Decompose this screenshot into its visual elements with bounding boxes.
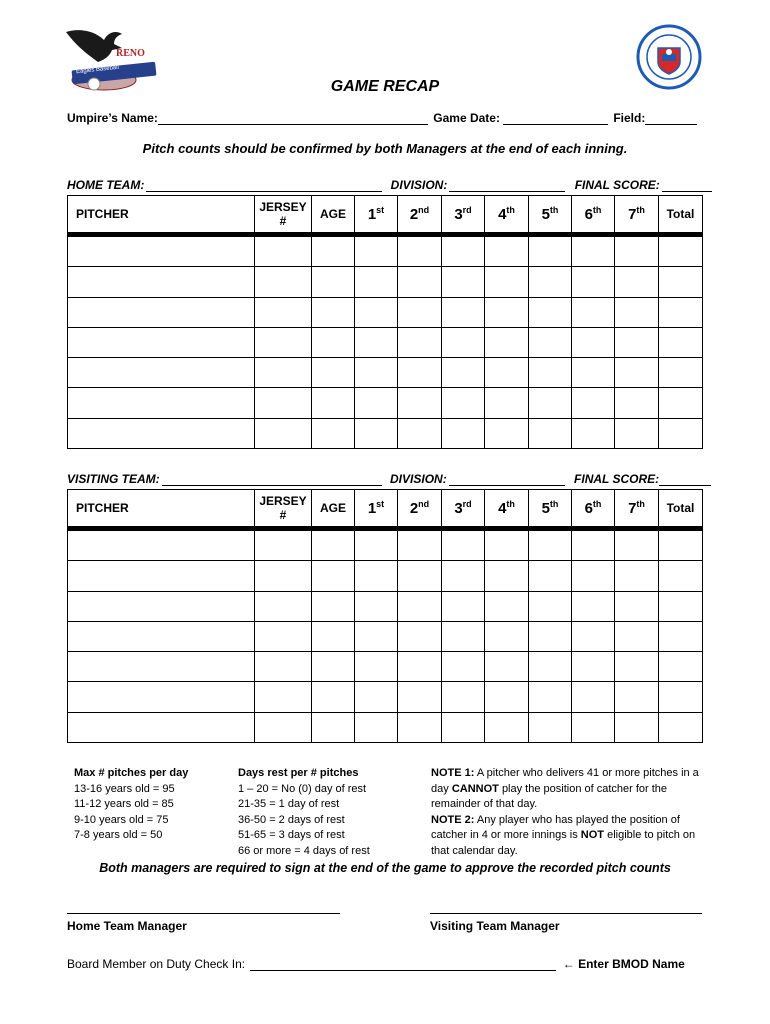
days-rest-line: 66 or more = 4 days of rest bbox=[238, 844, 370, 857]
inning-5-cell[interactable] bbox=[529, 327, 572, 357]
inning-7-cell[interactable] bbox=[615, 267, 659, 297]
inning-7-cell[interactable] bbox=[615, 652, 659, 682]
inning-7-header: 7th bbox=[615, 490, 659, 527]
field-field[interactable] bbox=[645, 111, 697, 125]
inning-2-cell[interactable] bbox=[398, 358, 442, 388]
age-column-header: AGE bbox=[312, 196, 355, 233]
total-cell[interactable] bbox=[659, 531, 703, 561]
visiting-final-score-label: FINAL SCORE: bbox=[574, 472, 660, 486]
game-date-label: Game Date: bbox=[433, 111, 500, 125]
total-cell[interactable] bbox=[659, 682, 703, 712]
inning-5-cell[interactable] bbox=[529, 237, 572, 267]
inning-6-cell[interactable] bbox=[572, 561, 615, 591]
inning-7-cell[interactable] bbox=[615, 531, 659, 561]
inning-5-cell[interactable] bbox=[529, 682, 572, 712]
max-pitches-heading: Max # pitches per day bbox=[74, 767, 189, 779]
total-cell[interactable] bbox=[659, 267, 703, 297]
jersey-cell[interactable] bbox=[255, 418, 312, 448]
inning-5-cell[interactable] bbox=[529, 297, 572, 327]
inning-4-cell[interactable] bbox=[485, 682, 529, 712]
inning-6-cell[interactable] bbox=[572, 237, 615, 267]
inning-6-cell[interactable] bbox=[572, 418, 615, 448]
inning-3-cell[interactable] bbox=[442, 652, 485, 682]
jersey-cell[interactable] bbox=[255, 591, 312, 621]
inning-4-cell[interactable] bbox=[485, 591, 529, 621]
inning-1-cell[interactable] bbox=[355, 682, 398, 712]
table-row bbox=[68, 418, 703, 448]
age-cell[interactable] bbox=[312, 418, 355, 448]
inning-1-cell[interactable] bbox=[355, 297, 398, 327]
days-rest-line: 36-50 = 2 days of rest bbox=[238, 813, 345, 826]
inning-5-cell[interactable] bbox=[529, 418, 572, 448]
inning-7-header: 7th bbox=[615, 196, 659, 233]
inning-1-header: 1st bbox=[355, 490, 398, 527]
inning-6-header: 6th bbox=[572, 196, 615, 233]
table-header-row bbox=[68, 490, 703, 527]
inning-2-cell[interactable] bbox=[398, 652, 442, 682]
age-cell[interactable] bbox=[312, 267, 355, 297]
total-cell[interactable] bbox=[659, 621, 703, 651]
visiting-pitch-table bbox=[67, 489, 703, 743]
age-cell[interactable] bbox=[312, 652, 355, 682]
inning-5-cell[interactable] bbox=[529, 561, 572, 591]
pitcher-cell[interactable] bbox=[68, 267, 255, 297]
age-cell[interactable] bbox=[312, 712, 355, 742]
inning-2-cell[interactable] bbox=[398, 237, 442, 267]
page-title: GAME RECAP bbox=[330, 78, 440, 95]
instruction-text: Pitch counts should be confirmed by both Managers at the end of each inning. bbox=[142, 141, 628, 156]
visiting-manager-label: Visiting Team Manager bbox=[430, 919, 560, 933]
total-column-header: Total bbox=[659, 196, 703, 233]
board-member-field[interactable] bbox=[250, 957, 556, 971]
inning-3-header: 3rd bbox=[442, 490, 485, 527]
jersey-column-header: JERSEY # bbox=[255, 490, 312, 527]
inning-3-cell[interactable] bbox=[442, 237, 485, 267]
age-cell[interactable] bbox=[312, 621, 355, 651]
pitcher-cell[interactable] bbox=[68, 652, 255, 682]
jersey-cell[interactable] bbox=[255, 712, 312, 742]
inning-5-cell[interactable] bbox=[529, 267, 572, 297]
inning-1-cell[interactable] bbox=[355, 358, 398, 388]
jersey-cell[interactable] bbox=[255, 327, 312, 357]
max-pitches-section bbox=[74, 766, 224, 844]
visiting-division-label: DIVISION: bbox=[390, 472, 447, 486]
inning-5-cell[interactable] bbox=[529, 531, 572, 561]
max-pitches-line: 11-12 years old = 85 bbox=[74, 798, 174, 811]
visiting-team-fields bbox=[67, 472, 711, 486]
inning-7-cell[interactable] bbox=[615, 712, 659, 742]
inning-4-cell[interactable] bbox=[485, 712, 529, 742]
inning-2-cell[interactable] bbox=[398, 297, 442, 327]
jersey-cell[interactable] bbox=[255, 267, 312, 297]
table-row bbox=[68, 621, 703, 651]
inning-3-cell[interactable] bbox=[442, 591, 485, 621]
table-row bbox=[68, 712, 703, 742]
inning-3-cell[interactable] bbox=[442, 712, 485, 742]
total-cell[interactable] bbox=[659, 418, 703, 448]
inning-2-cell[interactable] bbox=[398, 418, 442, 448]
inning-6-cell[interactable] bbox=[572, 297, 615, 327]
pitcher-cell[interactable] bbox=[68, 682, 255, 712]
jersey-cell[interactable] bbox=[255, 237, 312, 267]
pitcher-cell[interactable] bbox=[68, 591, 255, 621]
total-cell[interactable] bbox=[659, 712, 703, 742]
inning-5-cell[interactable] bbox=[529, 388, 572, 418]
inning-2-cell[interactable] bbox=[398, 621, 442, 651]
home-team-label: HOME TEAM: bbox=[67, 178, 145, 192]
table-row bbox=[68, 682, 703, 712]
inning-3-cell[interactable] bbox=[442, 621, 485, 651]
table-row bbox=[68, 358, 703, 388]
inning-4-cell[interactable] bbox=[485, 418, 529, 448]
table-row bbox=[68, 327, 703, 357]
inning-5-cell[interactable] bbox=[529, 652, 572, 682]
inning-4-cell[interactable] bbox=[485, 237, 529, 267]
inning-3-cell[interactable] bbox=[442, 418, 485, 448]
age-cell[interactable] bbox=[312, 297, 355, 327]
inning-7-cell[interactable] bbox=[615, 418, 659, 448]
age-cell[interactable] bbox=[312, 531, 355, 561]
approval-text: Both managers are required to sign at the end of the game to approve the recorded pitch counts bbox=[99, 861, 671, 875]
days-rest-section bbox=[238, 766, 418, 860]
inning-4-cell[interactable] bbox=[485, 561, 529, 591]
inning-5-cell[interactable] bbox=[529, 591, 572, 621]
inning-1-header: 1st bbox=[355, 196, 398, 233]
days-rest-line: 1 – 20 = No (0) day of rest bbox=[238, 782, 367, 795]
pitcher-cell[interactable] bbox=[68, 358, 255, 388]
inning-6-cell[interactable] bbox=[572, 621, 615, 651]
inning-6-cell[interactable] bbox=[572, 388, 615, 418]
max-pitches-line: 7-8 years old = 50 bbox=[74, 829, 163, 842]
pitcher-cell[interactable] bbox=[68, 531, 255, 561]
inning-3-cell[interactable] bbox=[442, 531, 485, 561]
inning-6-header: 6th bbox=[572, 490, 615, 527]
inning-5-header: 5th bbox=[529, 196, 572, 233]
home-manager-signature-line[interactable] bbox=[67, 913, 340, 914]
total-cell[interactable] bbox=[659, 561, 703, 591]
inning-7-cell[interactable] bbox=[615, 682, 659, 712]
inning-4-cell[interactable] bbox=[485, 621, 529, 651]
board-member-label: Board Member on Duty Check In: bbox=[67, 957, 246, 971]
table-row bbox=[68, 561, 703, 591]
home-manager-label: Home Team Manager bbox=[67, 919, 187, 933]
total-cell[interactable] bbox=[659, 591, 703, 621]
header-fields bbox=[67, 111, 697, 125]
inning-2-cell[interactable] bbox=[398, 388, 442, 418]
visiting-team-field[interactable] bbox=[162, 472, 382, 486]
inning-6-cell[interactable] bbox=[572, 682, 615, 712]
table-row bbox=[68, 237, 703, 267]
inning-6-cell[interactable] bbox=[572, 591, 615, 621]
inning-6-cell[interactable] bbox=[572, 358, 615, 388]
total-cell[interactable] bbox=[659, 237, 703, 267]
inning-6-cell[interactable] bbox=[572, 267, 615, 297]
inning-7-cell[interactable] bbox=[615, 327, 659, 357]
inning-2-header: 2nd bbox=[398, 490, 442, 527]
inning-4-cell[interactable] bbox=[485, 388, 529, 418]
home-final-score-label: FINAL SCORE: bbox=[574, 178, 660, 192]
inning-5-cell[interactable] bbox=[529, 358, 572, 388]
inning-7-cell[interactable] bbox=[615, 297, 659, 327]
logo-title: RENO bbox=[116, 48, 145, 59]
pitcher-column-header: PITCHER bbox=[68, 490, 255, 527]
inning-1-cell[interactable] bbox=[355, 561, 398, 591]
inning-7-cell[interactable] bbox=[615, 388, 659, 418]
jersey-cell[interactable] bbox=[255, 531, 312, 561]
pitcher-cell[interactable] bbox=[68, 327, 255, 357]
visiting-final-score-field[interactable] bbox=[659, 472, 711, 486]
visiting-division-field[interactable] bbox=[449, 472, 565, 486]
note-1: NOTE 1: A pitcher who delivers 41 or more pitches in a day CANNOT play the position of catcher for the remainder of that day. bbox=[431, 767, 699, 811]
pitcher-cell[interactable] bbox=[68, 297, 255, 327]
jersey-cell[interactable] bbox=[255, 682, 312, 712]
pitcher-cell[interactable] bbox=[68, 621, 255, 651]
inning-4-cell[interactable] bbox=[485, 652, 529, 682]
age-cell[interactable] bbox=[312, 561, 355, 591]
home-team-fields bbox=[67, 178, 712, 192]
total-cell[interactable] bbox=[659, 388, 703, 418]
inning-4-header: 4th bbox=[485, 196, 529, 233]
pitcher-cell[interactable] bbox=[68, 561, 255, 591]
jersey-cell[interactable] bbox=[255, 561, 312, 591]
total-cell[interactable] bbox=[659, 652, 703, 682]
inning-6-cell[interactable] bbox=[572, 712, 615, 742]
inning-7-cell[interactable] bbox=[615, 591, 659, 621]
inning-2-cell[interactable] bbox=[398, 591, 442, 621]
days-rest-heading: Days rest per # pitches bbox=[238, 767, 359, 779]
visiting-manager-signature-line[interactable] bbox=[430, 913, 702, 914]
table-row bbox=[68, 652, 703, 682]
days-rest-line: 51-65 = 3 days of rest bbox=[238, 829, 345, 842]
age-cell[interactable] bbox=[312, 682, 355, 712]
table-header-row bbox=[68, 196, 703, 233]
inning-2-cell[interactable] bbox=[398, 327, 442, 357]
inning-3-cell[interactable] bbox=[442, 388, 485, 418]
inning-1-cell[interactable] bbox=[355, 621, 398, 651]
inning-3-cell[interactable] bbox=[442, 327, 485, 357]
inning-2-cell[interactable] bbox=[398, 267, 442, 297]
notes-section bbox=[431, 766, 703, 860]
inning-3-cell[interactable] bbox=[442, 267, 485, 297]
jersey-cell[interactable] bbox=[255, 621, 312, 651]
table-row bbox=[68, 591, 703, 621]
board-member-row bbox=[67, 957, 685, 971]
inning-2-cell[interactable] bbox=[398, 682, 442, 712]
jersey-cell[interactable] bbox=[255, 297, 312, 327]
inning-3-cell[interactable] bbox=[442, 682, 485, 712]
home-division-label: DIVISION: bbox=[390, 178, 448, 192]
inning-4-cell[interactable] bbox=[485, 297, 529, 327]
inning-7-cell[interactable] bbox=[615, 358, 659, 388]
inning-4-cell[interactable] bbox=[485, 327, 529, 357]
age-column-header: AGE bbox=[312, 490, 355, 527]
total-cell[interactable] bbox=[659, 297, 703, 327]
inning-7-cell[interactable] bbox=[615, 621, 659, 651]
inning-4-header: 4th bbox=[485, 490, 529, 527]
inning-4-cell[interactable] bbox=[485, 267, 529, 297]
inning-6-cell[interactable] bbox=[572, 652, 615, 682]
field-label: Field: bbox=[613, 111, 646, 125]
note-2: NOTE 2: Any player who has played the position of catcher in 4 or more innings is NOT eligible to pitch on that calendar day. bbox=[431, 813, 696, 857]
umpire-name-field[interactable] bbox=[158, 111, 428, 125]
jersey-cell[interactable] bbox=[255, 388, 312, 418]
age-cell[interactable] bbox=[312, 237, 355, 267]
pitcher-cell[interactable] bbox=[68, 388, 255, 418]
inning-5-header: 5th bbox=[529, 490, 572, 527]
inning-3-cell[interactable] bbox=[442, 358, 485, 388]
max-pitches-line: 9-10 years old = 75 bbox=[74, 813, 169, 826]
logo-subtitle: Eagles Baseball bbox=[75, 64, 120, 76]
inning-1-cell[interactable] bbox=[355, 237, 398, 267]
inning-1-cell[interactable] bbox=[355, 327, 398, 357]
days-rest-line: 21-35 = 1 day of rest bbox=[238, 798, 340, 811]
pitcher-cell[interactable] bbox=[68, 418, 255, 448]
age-cell[interactable] bbox=[312, 358, 355, 388]
pitcher-column-header: PITCHER bbox=[68, 196, 255, 233]
inning-3-header: 3rd bbox=[442, 196, 485, 233]
inning-1-cell[interactable] bbox=[355, 712, 398, 742]
inning-7-cell[interactable] bbox=[615, 561, 659, 591]
inning-5-cell[interactable] bbox=[529, 621, 572, 651]
table-row bbox=[68, 388, 703, 418]
table-row bbox=[68, 531, 703, 561]
table-row bbox=[68, 267, 703, 297]
inning-4-cell[interactable] bbox=[485, 531, 529, 561]
inning-3-cell[interactable] bbox=[442, 297, 485, 327]
total-cell[interactable] bbox=[659, 358, 703, 388]
inning-1-cell[interactable] bbox=[355, 591, 398, 621]
inning-1-cell[interactable] bbox=[355, 267, 398, 297]
home-team-field[interactable] bbox=[146, 178, 382, 192]
home-division-field[interactable] bbox=[449, 178, 565, 192]
inning-1-cell[interactable] bbox=[355, 652, 398, 682]
enter-bmod-hint: ← Enter BMOD Name bbox=[562, 957, 685, 971]
umpire-name-label: Umpire’s Name: bbox=[67, 111, 158, 125]
inning-1-cell[interactable] bbox=[355, 531, 398, 561]
total-cell[interactable] bbox=[659, 327, 703, 357]
visiting-team-label: VISITING TEAM: bbox=[67, 472, 160, 486]
age-cell[interactable] bbox=[312, 327, 355, 357]
inning-6-cell[interactable] bbox=[572, 531, 615, 561]
pitcher-cell[interactable] bbox=[68, 237, 255, 267]
game-date-field[interactable] bbox=[503, 111, 608, 125]
pitcher-cell[interactable] bbox=[68, 712, 255, 742]
inning-3-cell[interactable] bbox=[442, 561, 485, 591]
inning-1-cell[interactable] bbox=[355, 418, 398, 448]
inning-7-cell[interactable] bbox=[615, 237, 659, 267]
inning-2-cell[interactable] bbox=[398, 712, 442, 742]
home-pitch-table bbox=[67, 195, 703, 449]
inning-2-cell[interactable] bbox=[398, 531, 442, 561]
inning-2-header: 2nd bbox=[398, 196, 442, 233]
table-row bbox=[68, 297, 703, 327]
inning-5-cell[interactable] bbox=[529, 712, 572, 742]
total-column-header: Total bbox=[659, 490, 703, 527]
jersey-cell[interactable] bbox=[255, 652, 312, 682]
inning-4-cell[interactable] bbox=[485, 358, 529, 388]
jersey-cell[interactable] bbox=[255, 358, 312, 388]
home-final-score-field[interactable] bbox=[662, 178, 712, 192]
inning-2-cell[interactable] bbox=[398, 561, 442, 591]
max-pitches-line: 13-16 years old = 95 bbox=[74, 782, 175, 795]
jersey-column-header: JERSEY # bbox=[255, 196, 312, 233]
inning-1-cell[interactable] bbox=[355, 388, 398, 418]
age-cell[interactable] bbox=[312, 388, 355, 418]
inning-6-cell[interactable] bbox=[572, 327, 615, 357]
age-cell[interactable] bbox=[312, 591, 355, 621]
